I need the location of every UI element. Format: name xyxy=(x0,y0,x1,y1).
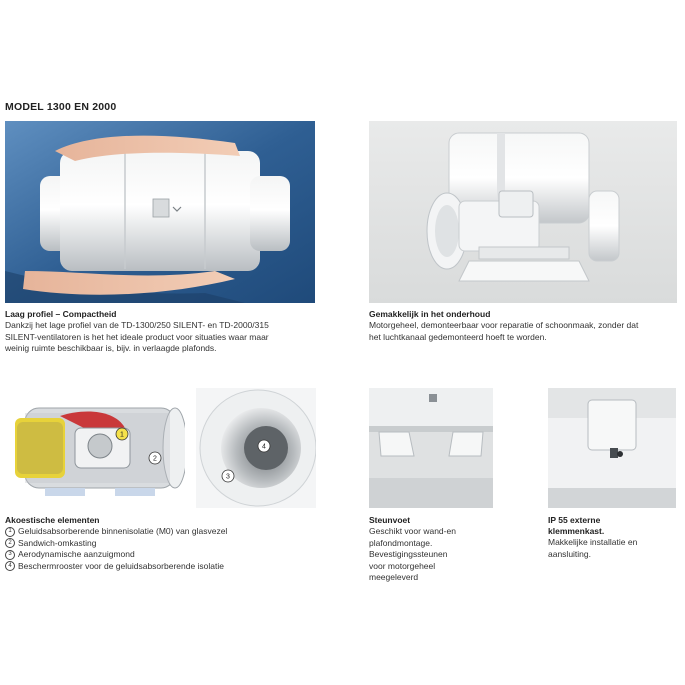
caption-title: Akoestische elementen xyxy=(5,515,100,525)
list-item xyxy=(5,538,325,550)
caption-line: het luchtkanaal gedemonteerd hoeft te worden. xyxy=(369,331,547,342)
number-badge: 4 xyxy=(5,561,15,571)
list-item-text: Aerodynamische aanzuigmond xyxy=(18,549,135,559)
caption-acoustic xyxy=(5,515,325,572)
caption-line: voor motorgeheel xyxy=(369,560,436,571)
caption-line: aansluiting. xyxy=(548,548,592,559)
caption-low-profile xyxy=(5,309,325,355)
caption-line: weinig ruimte beschikbaar is, bijv. in verlaagde plafonds. xyxy=(5,343,217,353)
list-item xyxy=(5,526,325,538)
page-title: MODEL 1300 EN 2000 xyxy=(5,101,117,113)
photo-support-foot xyxy=(369,388,493,508)
caption-line: SILENT-ventilatoren is het het ideale product voor situaties waar maar xyxy=(5,331,269,342)
list-item xyxy=(5,561,325,573)
list-item-text: Beschermrooster voor de geluidsabsorberende isolatie xyxy=(18,560,225,571)
list-item xyxy=(5,549,325,561)
photo-maintenance xyxy=(369,121,677,303)
caption-terminal-box xyxy=(548,515,682,560)
caption-line: Bevestigingssteunen xyxy=(369,549,448,559)
caption-line: Geschikt voor wand-en xyxy=(369,526,456,536)
caption-title: Laag profiel – Compactheid xyxy=(5,309,117,319)
caption-line: meegeleverd xyxy=(369,572,419,582)
callout-3: 3 xyxy=(226,473,230,481)
photo-cutaway xyxy=(5,388,185,508)
list-item-text: Sandwich-omkasting xyxy=(18,537,97,548)
caption-line: Dankzij het lage profiel van de TD-1300/250 SILENT- en TD-2000/315 xyxy=(5,320,269,330)
photo-intake xyxy=(196,388,316,508)
caption-line: Motorgeheel, demonteerbaar voor reparatie of schoonmaak, zonder dat xyxy=(369,320,639,330)
callout-1: 1 xyxy=(120,431,124,439)
caption-title: IP 55 externe xyxy=(548,515,601,525)
number-badge: 1 xyxy=(5,527,15,537)
caption-maintenance xyxy=(369,309,681,343)
number-badge: 2 xyxy=(5,538,15,548)
caption-support-foot xyxy=(369,515,509,584)
caption-title: klemmenkast. xyxy=(548,526,605,536)
photo-low-profile xyxy=(5,121,315,303)
caption-line: Makkelijke installatie en xyxy=(548,537,638,547)
callout-2: 2 xyxy=(153,455,157,463)
photo-terminal-box xyxy=(548,388,676,508)
number-badge: 3 xyxy=(5,550,15,560)
caption-title: Gemakkelijk in het onderhoud xyxy=(369,309,491,319)
caption-line: plafondmontage. xyxy=(369,537,433,548)
list-item-text: Geluidsabsorberende binnenisolatie (M0) van glasvezel xyxy=(18,526,228,536)
caption-title: Steunvoet xyxy=(369,515,411,525)
callout-4: 4 xyxy=(262,443,266,451)
